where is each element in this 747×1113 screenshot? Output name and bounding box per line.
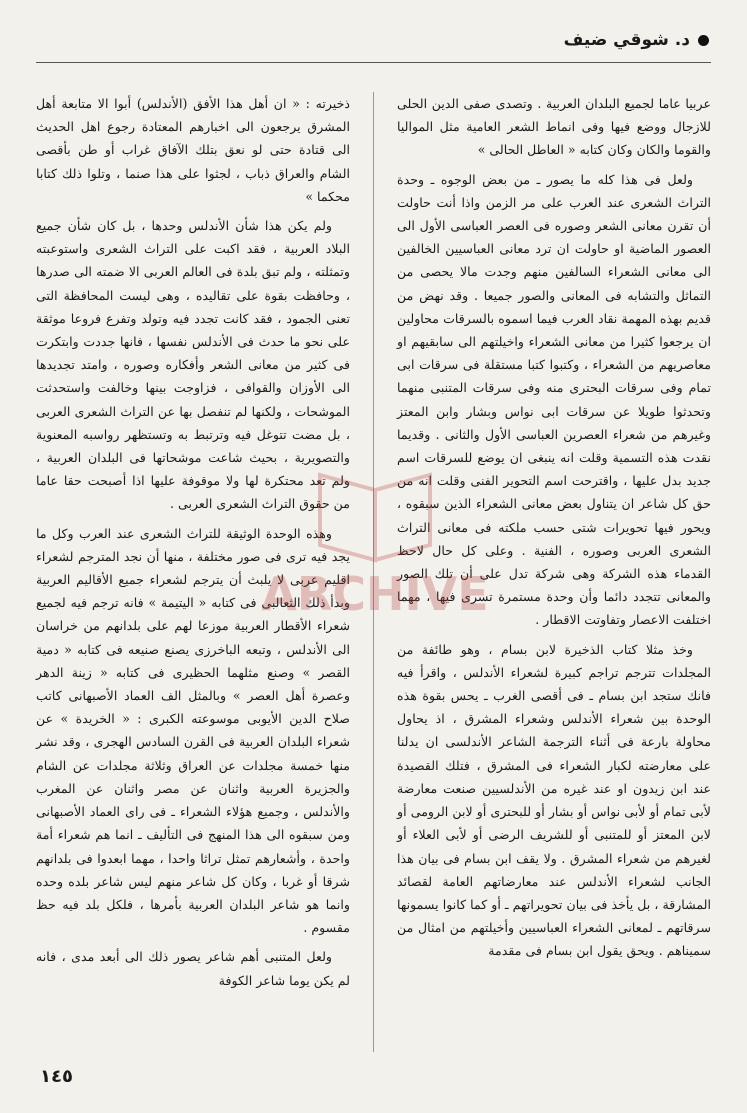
paragraph: ذخيرته : « ان أهل هذا الأفق (الأندلس) أبوا الا متابعة أهل المشرق يرجعون الى اخبارهم المعتادة رجوع اهل الحديث الى قتادة حتى لو نعق بتلك الآفاق غراب أو طن بأقصى الشام والعراق ذباب ، لجثوا على هذا صنما ، وتلوا ذلك كتابا محكما » <box>36 96 350 204</box>
column-divider <box>373 92 374 1052</box>
page-header <box>564 30 709 50</box>
paragraph: عربيا عاما لجميع البلدان العربية . وتصدى صفى الدين الحلى للازجال ووضع فيها وفى انماط الشعر العامية مثل المواليا والقوما والكان وكان كتابه « العاطل الحالى » <box>397 96 711 158</box>
bullet-icon <box>698 35 709 46</box>
header-rule <box>36 62 711 63</box>
paragraph: ولعل فى هذا كله ما يصور ـ من بعض الوجوه ـ وحدة التراث الشعرى عند العرب على مر الزمن واذا أنت حاولت أن تقرن معانى الشعر وصوره فى العصر العباسى الأول الى العصور الماضية او حاولت ان ترد معانى العباسيين الخالفين الى معانى الشعراء السالفين منهم وجدت مالا يحصى من التماثل والتشابه فى المعانى والصور جميعا . وقد نهض من قديم بهذه المهمة نقاد العرب فيما اسموه بالسرقات محاولين ان يرجعوا كثيرا من معانى الشعراء واخيلتهم الى سابقيهم او معاصريهم من الشعراء ، وكتبوا كتبا مستقلة فى سرقات ابى تمام وفى سرقات البحترى منه وفى سرقات المتنبى منهما وتحدثوا طويلا عن سرقات ابى نواس وبشار وابن المعتز وغيرهم من شعراء العصرين العباسى الأول والثانى . وقديما نقدت هذه التسمية وقلت انه ينبغى ان يوضع للسرقات اسم جديد بدل عليها ، واقترحت اسم التحوير الفنى وقلت انه من حق كل شاعر ان يتناول بعض معانى الشعراء الذين سبقوه ، ويحور فيها تحويرات شتى حسب ملكته فى معانى التراث الشعرى العربى وصوره ، الفنية . وعلى كل حال لاحظ القدماء هذه الشركة وهى شركة تدل على أن تلك الصور والمعانى تتجدد دائما وأن وحدة مستمرة تسرى فيها ، مهما اختلفت الاعصار وتفاوتت الاقطار . <box>397 171 711 628</box>
right-column <box>397 92 711 969</box>
paragraph: وهذه الوحدة الوثيقة للتراث الشعرى عند العرب وكل ما يجد فيه ترى فى صور مختلفة ، منها أن نجد المترجم لشعراء اقليم عربى لا يلبث أن يترجم لشعراء جميع الأقاليم العربية وبدأ ذلك الثعالبى فى كتابه « اليتيمة » فانه ترجم فيه لجميع شعراء الأقطار العربية موزعا لهم على بلدانهم من خراسان الى الأندلس ، وتبعه الباخرزى يصنع صنيعه فى كتابه « دمية القصر » وصنع مثلهما الحظيرى فى كتابه « زينة الدهر وعصرة أهل العصر » وبالمثل الف العماد الأصبهانى كاتب صلاح الدين الأيوبى موسوعته الكبرى : « الخريدة » عن شعراء البلدان العربية فى القرن السادس الهجرى ، وقد نشر منها خمسة مجلدات عن العراق وثلاثة مجلدات عن الشام والجزيرة العربية واثنان عن مصر واثنان عن المغرب والأندلس ، وجميع هؤلاء الشعراء ـ فى راى العماد الأصبهانى ومن سبقوه الى هذا المنهج فى التأليف ـ انما هم شعراء أمة واحدة ، وأشعارهم تمثل تراثا واحدا ، مهما ابعدوا فى بلدانهم شرقا أو غربا ، وكان كل شاعر منهم ليس شاعر بلده وحده وانما هو شاعر البلدان العربية بأمرها ، فلكل بلد فيه حظ مقسوم . <box>36 525 350 936</box>
paragraph: ولعل المتنبى أهم شاعر يصور ذلك الى أبعد مدى ، فانه لم يكن يوما شاعر الكوفة <box>36 949 350 988</box>
watermark-text: ARCHIVE <box>261 567 489 621</box>
author-name: د. شوقي ضيف <box>563 30 690 50</box>
paragraph: ولم يكن هذا شأن الأندلس وحدها ، بل كان شأن جميع البلاد العربية ، فقد اكبت على التراث الشعرى واستوعبته وتمثلته ، ولم تبق بلدة فى العالم العربى الا ضمته الى صدرها ، وحافظت بقوة على تقاليده ، وهى ليست المحافظة التى تعنى الجمود ، فقد كانت تجدد فيه وتولد وتفرع فروعا موثقة على نحو ما حدث فى الأندلس نفسها ، فانها جددت وابتكرت فى كثير من معانى الشعر وأفكاره وصوره ، وامتد تجديدها الى الأوزان والقوافى ، فزاوجت بينها وخالفت واستحدثت الموشحات ، ولكنها لم تنفصل بها عن التراث الشعرى العربى ، بل مضت تتوغل فيه وترتبط به وتستظهر رواسبه المعنوية والتصويرية ، بحيث شاعت موشحاتها فى البلدان العربية ، ولم تعد محتكرة لها ولا موقوفة عليها اذا أصبحت حقا عاما من حقوق التراث الشعرى العربى . <box>36 218 350 512</box>
paragraph: وخذ مثلا كتاب الذخيرة لابن بسام ، وهو طائفة من المجلدات تترجم تراجم كبيرة لشعراء الأندلس ، واقرأ فيه فانك ستجد ابن بسام ـ فى أقصى الغرب ـ يحس بقوة هذه الوحدة بين شعراء الأندلس وشعراء المشرق ، اذ يحاول محاولة بارعة فى أثناء الترجمة الشاعر الأندلسى ان يدلنا على معارضته لكبار الشعراء فى المشرق ، فتلك القصيدة عند ابن زيدون او عند غيره من الأندلسيين صنعت معارضة لأبى تمام أو لأبى نواس أو بشار أو للبحترى أو لابن الرومى أو لابن المعتز أو للمتنبى أو للشريف الرضى أو لأبى العلاء أو لغيرهم من شعراء المشرق . ولا يقف ابن بسام فى بيان هذا الجانب لشعراء الأندلس عند معارضاتهم العامة لقصائد المشارقة ، بل يأخذ فى بيان تحويراتهم ـ أو كما كانوا يسمونها سرقاتهم ـ لمعانى الشعراء العباسيين وأخيلتهم من امثال من سميناهم . ويحق يقول ابن بسام فى مقدمة <box>397 641 711 959</box>
left-column <box>36 92 350 998</box>
page-number: ١٤٥ <box>40 1066 73 1087</box>
